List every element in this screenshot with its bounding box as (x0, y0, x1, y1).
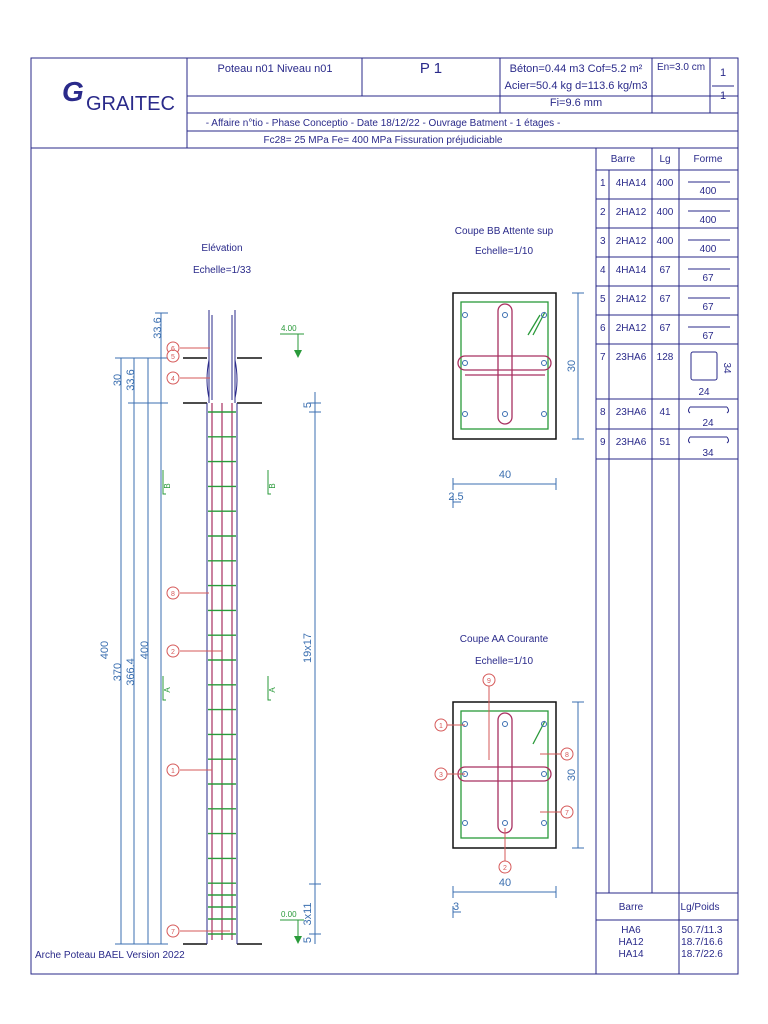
svg-text:67: 67 (659, 265, 671, 276)
bar-row (600, 407, 729, 429)
elevation-title: Elévation (201, 243, 243, 254)
svg-text:67: 67 (659, 294, 671, 305)
svg-text:34: 34 (721, 362, 732, 374)
summary-header-barre: Barre (618, 902, 644, 913)
steel-weight: Acier=50.4 kg d=113.6 kg/m3 (504, 80, 648, 92)
dim-400b: 400 (139, 640, 151, 660)
summary-header-lgpoids: Lg/Poids (680, 902, 720, 913)
summary-row (618, 949, 723, 960)
svg-text:G: G (62, 76, 84, 107)
dim-400: 400 (99, 640, 111, 660)
level-marker-top (280, 324, 304, 358)
section-bb (453, 293, 556, 439)
svg-text:51: 51 (659, 437, 671, 448)
dim-3x11: 3x11 (302, 902, 314, 926)
section-aa (453, 702, 556, 848)
svg-text:0.00: 0.00 (281, 910, 297, 919)
svg-text:7: 7 (600, 352, 606, 363)
marker-1: 1 (171, 768, 175, 775)
svg-text:3: 3 (600, 236, 606, 247)
aa-marker-8: 8 (565, 752, 569, 759)
svg-text:400: 400 (699, 244, 717, 255)
project-info: - Affaire n°tio - Phase Conceptio - Date 18/12/22 - Ouvrage Batment - 1 étages - (205, 118, 561, 129)
table-header-lg: Lg (659, 154, 671, 165)
section-aa-scale: Echelle=1/10 (474, 656, 534, 667)
section-bb-cover: 2.5 (448, 491, 464, 503)
svg-text:HA6: HA6 (621, 925, 641, 936)
svg-text:400: 400 (656, 236, 674, 247)
software-version: Arche Poteau BAEL Version 2022 (35, 950, 185, 961)
page-number: 1 (719, 67, 727, 79)
bar-row (600, 178, 730, 197)
dim-30: 30 (112, 373, 124, 387)
svg-text:2HA12: 2HA12 (615, 236, 647, 247)
svg-text:67: 67 (659, 323, 671, 334)
aa-marker-2: 2 (503, 865, 507, 872)
concrete-volume: Béton=0.44 m3 Cof=5.2 m² (509, 63, 643, 75)
dim-5-top: 5 (302, 401, 314, 409)
svg-text:67: 67 (702, 273, 714, 284)
bar-row (600, 265, 730, 284)
marker-8: 8 (171, 591, 175, 598)
aa-marker-1: 1 (439, 723, 443, 730)
cut-b-left: B (163, 483, 172, 489)
bar-row (600, 323, 730, 342)
cut-a-right: A (268, 687, 277, 693)
section-aa-cover: 3 (452, 901, 460, 913)
svg-text:9: 9 (600, 437, 606, 448)
svg-text:34: 34 (702, 448, 714, 459)
svg-text:4: 4 (600, 265, 606, 276)
svg-text:400: 400 (699, 186, 717, 197)
table-header-forme: Forme (693, 154, 723, 165)
svg-text:50.7/11.3: 50.7/11.3 (681, 925, 723, 936)
bar-row (600, 294, 730, 313)
svg-text:24: 24 (698, 387, 710, 398)
svg-text:400: 400 (656, 178, 674, 189)
aa-marker-7: 7 (565, 810, 569, 817)
svg-text:4.00: 4.00 (281, 324, 297, 333)
bar-row (600, 352, 732, 398)
svg-text:23HA6: 23HA6 (615, 352, 647, 363)
svg-text:2: 2 (600, 207, 606, 218)
summary-row (621, 925, 723, 936)
aa-marker-3: 3 (439, 772, 443, 779)
graitec-logo (62, 76, 175, 115)
dim-5-bottom: 5 (302, 936, 314, 944)
cover-value: En=3.0 cm (656, 62, 706, 73)
dim-366: 366.4 (125, 658, 137, 686)
svg-text:23HA6: 23HA6 (615, 407, 647, 418)
dim-19x17: 19x17 (302, 633, 314, 663)
svg-text:HA12: HA12 (618, 937, 644, 948)
marker-6: 6 (171, 346, 175, 353)
svg-text:1: 1 (600, 178, 606, 189)
svg-text:6: 6 (600, 323, 606, 334)
material-info: Fc28= 25 MPa Fe= 400 MPa Fissuration préjudiciable (263, 135, 503, 146)
cut-a-left: A (163, 687, 172, 693)
summary-row (618, 937, 723, 948)
table-header-barre: Barre (610, 154, 636, 165)
stirrup-shape-icon (691, 352, 717, 380)
cut-b-right: B (268, 483, 277, 489)
bar-row (600, 207, 730, 226)
svg-text:2HA12: 2HA12 (615, 207, 647, 218)
section-aa-height: 30 (566, 768, 578, 782)
svg-text:67: 67 (702, 302, 714, 313)
dim-33-6-top: 33.6 (152, 317, 164, 339)
svg-text:24: 24 (702, 418, 714, 429)
svg-text:128: 128 (656, 352, 674, 363)
dim-370: 370 (112, 662, 124, 682)
svg-text:67: 67 (702, 331, 714, 342)
element-title: Poteau n01 Niveau n01 (217, 63, 333, 75)
section-bb-height: 30 (566, 359, 578, 373)
bar-row (600, 236, 730, 255)
svg-text:HA14: HA14 (618, 949, 644, 960)
dim-33-6: 33.6 (125, 369, 137, 391)
level-marker-bottom (280, 910, 304, 944)
svg-text:8: 8 (600, 407, 606, 418)
marker-4: 4 (171, 376, 175, 383)
svg-text:5: 5 (600, 294, 606, 305)
section-aa-width: 40 (498, 877, 512, 889)
svg-text:400: 400 (656, 207, 674, 218)
section-aa-title: Coupe AA Courante (459, 634, 549, 645)
svg-text:2HA12: 2HA12 (615, 323, 647, 334)
fire-thickness: Fi=9.6 mm (549, 97, 603, 109)
svg-text:23HA6: 23HA6 (615, 437, 647, 448)
elevation-scale: Echelle=1/33 (192, 265, 252, 276)
svg-text:18.7/22.6: 18.7/22.6 (681, 949, 723, 960)
marker-5: 5 (171, 354, 175, 361)
section-bb-width: 40 (498, 469, 512, 481)
column-elevation (183, 310, 262, 944)
element-code: P 1 (419, 60, 443, 77)
svg-text:4HA14: 4HA14 (615, 265, 647, 276)
svg-text:2HA12: 2HA12 (615, 294, 647, 305)
svg-text:41: 41 (659, 407, 671, 418)
svg-text:400: 400 (699, 215, 717, 226)
link-shape-icon (689, 407, 729, 413)
marker-7: 7 (171, 929, 175, 936)
bar-row (600, 437, 729, 459)
link-shape-icon (689, 437, 729, 443)
aa-marker-9: 9 (487, 678, 491, 685)
section-bb-scale: Echelle=1/10 (474, 246, 534, 257)
svg-text:4HA14: 4HA14 (615, 178, 647, 189)
marker-2: 2 (171, 649, 175, 656)
logo-text: GRAITEC (86, 93, 175, 115)
section-bb-title: Coupe BB Attente sup (454, 226, 554, 237)
page-total: 1 (719, 90, 727, 102)
svg-text:18.7/16.6: 18.7/16.6 (681, 937, 723, 948)
